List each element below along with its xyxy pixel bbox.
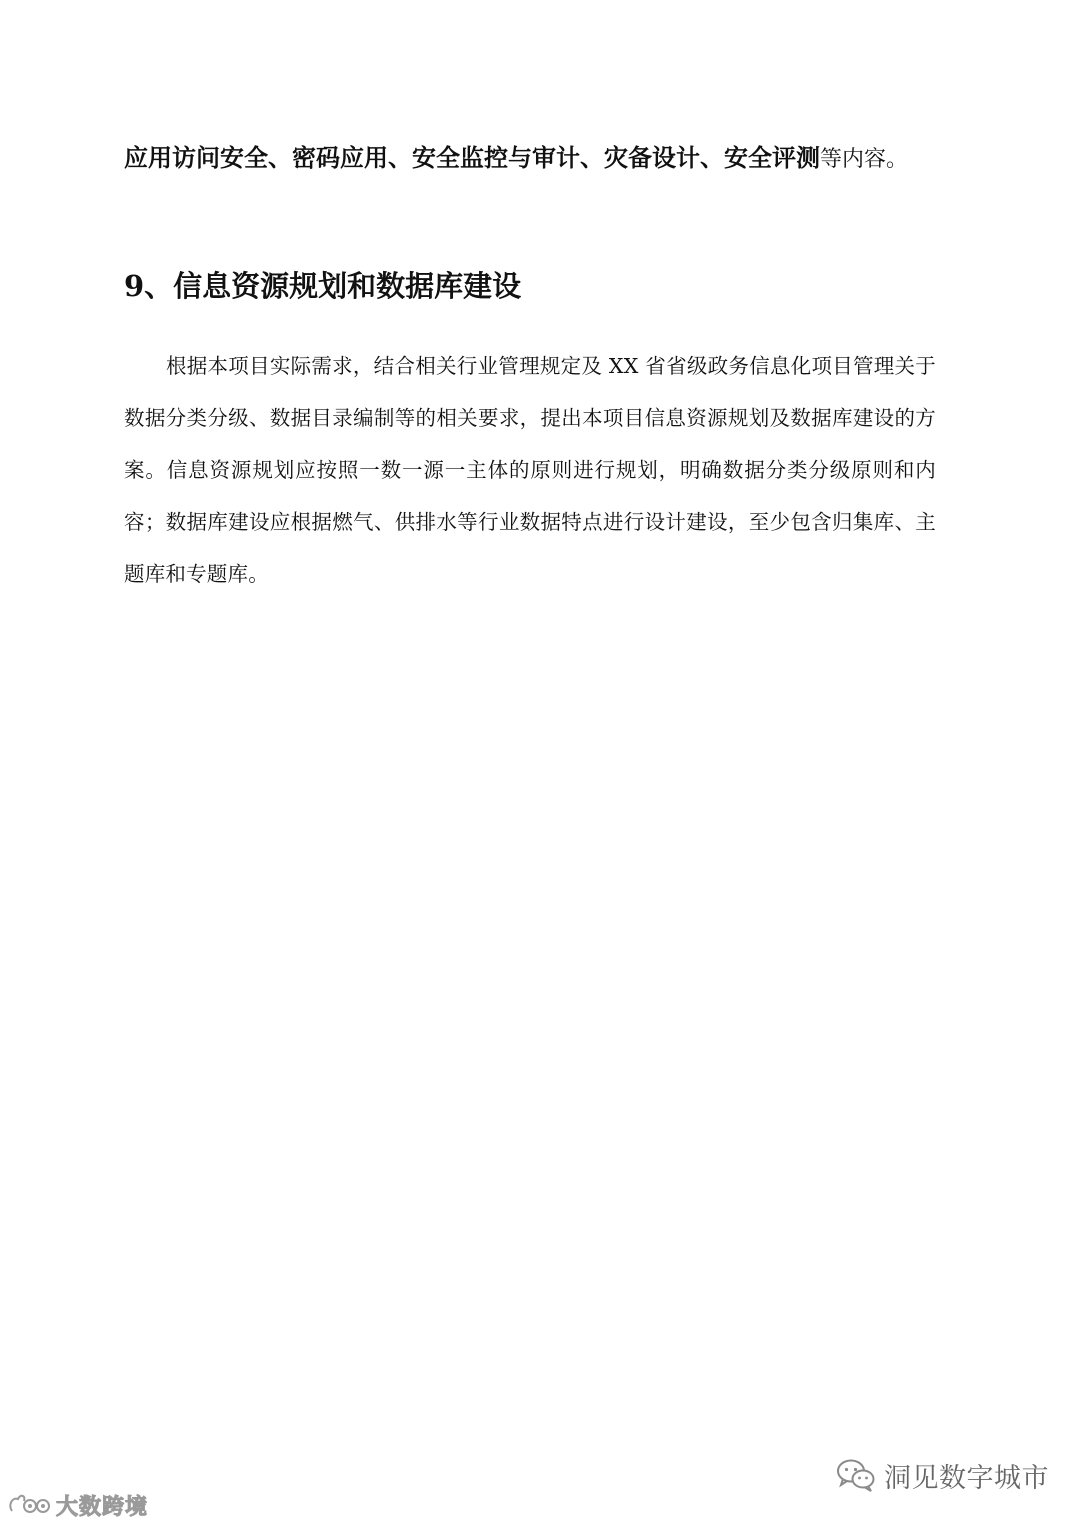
weibo-logo-icon [6,1491,52,1519]
continuation-paragraph [124,132,924,186]
wechat-icon [836,1458,876,1492]
watermark-right [836,1452,1049,1498]
watermark-left-text: 大数跨境 [56,1494,149,1520]
section-paragraph: 根据本项目实际需求，结合相关行业管理规定及 XX 省省级政务信息化项目管理关于数据分类分级、数据目录编制等的相关要求，提出本项目信息资源规划及数据库建设的方案。信息资源规划应按照一数一源一主体的原则进行规划，明确数据分类分级原则和内容；数据库建设应根据燃气、供排水等行业数据特点进行设计建设，至少包含归集库、主题库和专题库。 [124,354,936,586]
watermark-right-text: 洞见数字城市 [884,1462,1049,1494]
watermark-left [6,1490,148,1520]
section-heading: 9、信息资源规划和数据库建设 [124,269,522,303]
continuation-bold-text: 应用访问安全、密码应用、安全监控与审计、灾备设计、安全评测 [124,143,820,172]
continuation-plain-text: 等内容。 [820,147,909,172]
